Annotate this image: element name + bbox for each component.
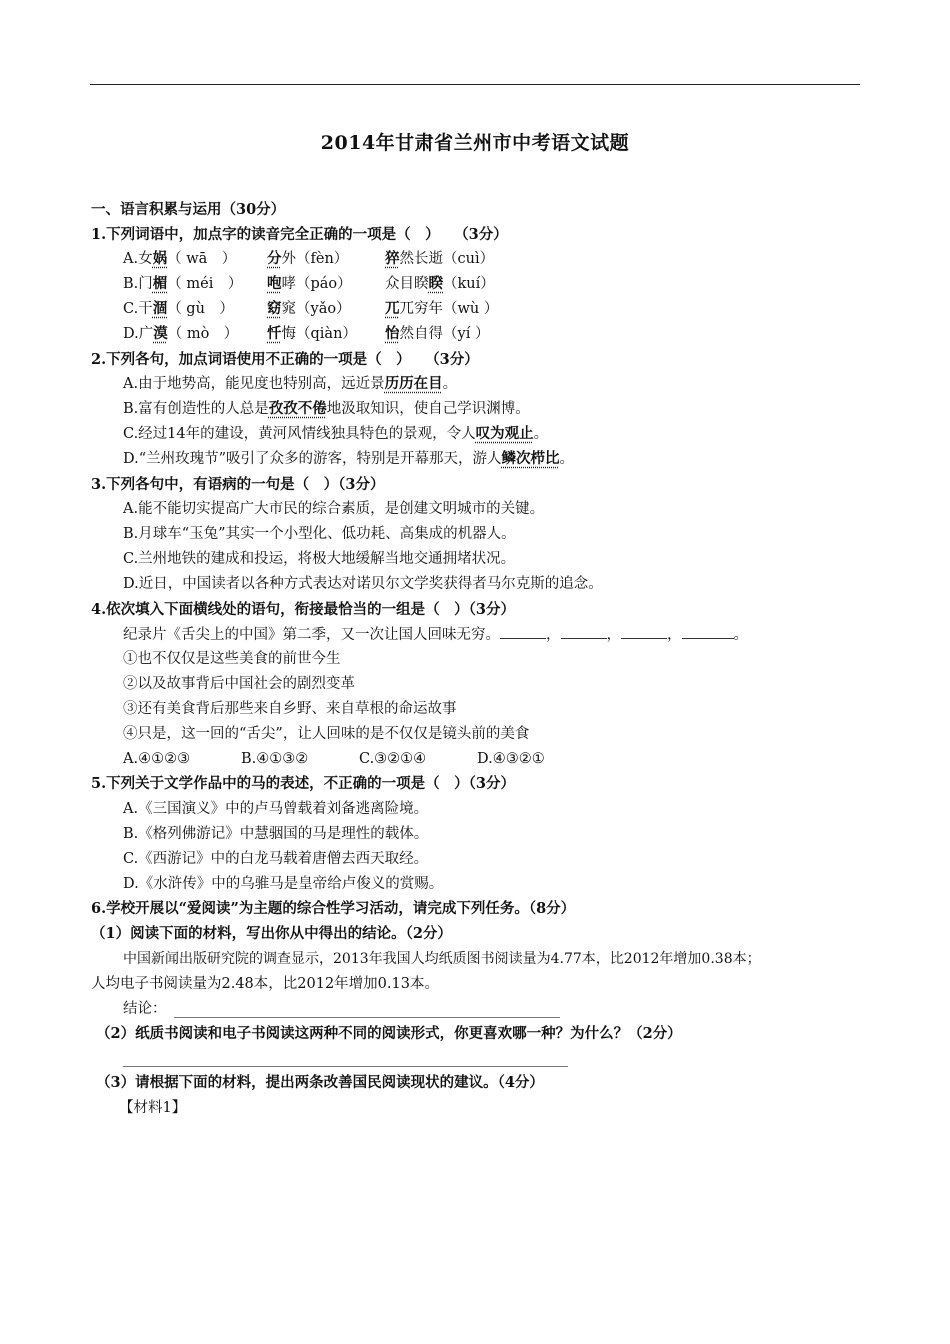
q4-choices: A.④①②③ B.④①③② C.③②①④ D.④③②① [123,751,545,767]
q1-option-b: B.门楣（ méi ） 咆哮（páo） 众目睽睽（kuí） [123,275,495,292]
q6-material-text: 中国新闻出版研究院的调查显示，2013年我国人均纸质图书阅读量为4.77本，比2012年增加0.38本； [123,951,761,967]
q4-sentence-2: ②以及故事背后中国社会的剧烈变革 [123,676,355,692]
q5-stem: 5.下列关于文学作品中的马的表述，不正确的一项是（ ）（3分） [91,775,515,792]
q5-option-b: B.《格列佛游记》中慧骃国的马是理性的载体。 [123,826,429,842]
q6-stem: 6.学校开展以“爱阅读”为主题的综合性学习活动，请完成下列任务。（8分） [91,900,576,917]
q1-option-c: C.干涸（ gù ） 窈窕（yǎo） 兀兀穷年（wù ） [123,300,499,317]
q4-passage: 纪录片《舌尖上的中国》第二季，又一次让国人回味无穷。 ， ， ， 。 [123,624,748,645]
q3-stem: 3.下列各句中，有语病的一句是（ ）（3分） [91,476,385,493]
q4-stem: 4.依次填入下面横线处的语句，衔接最恰当的一组是（ ）（3分） [91,601,515,618]
material-1-label: 【材料1】 [119,1100,187,1116]
header-rule [90,84,860,85]
page-title: 2014年甘肃省兰州市中考语文试题 [320,132,630,154]
q6-task-1: （1）阅读下面的材料，写出你从中得出的结论。（2分） [91,925,452,942]
q6-task-2: （2）纸质书阅读和电子书阅读这两种不同的阅读形式，你更喜欢哪一种？为什么？（2分） [96,1025,682,1042]
q2-option-b: B.富有创造性的人总是孜孜不倦地汲取知识，使自己学识渊博。 [123,400,530,417]
q2-option-d: D.“兰州玫瑰节”吸引了众多的游客，特别是开幕那天，游人鳞次栉比。 [123,450,575,467]
q5-option-a: A.《三国演义》中的卢马曾载着刘备逃离险境。 [123,801,429,817]
task-2-answer-line[interactable] [123,1066,568,1067]
answer-blank[interactable] [561,624,607,639]
section-heading: 一、语言积累与运用（30分） [91,201,286,218]
q2-option-a: A.由于地势高，能见度也特别高，远近景历历在目。 [123,375,458,392]
q5-option-d: D.《水浒传》中的乌骓马是皇帝给卢俊义的赏赐。 [123,876,444,892]
q4-sentence-4: ④只是，这一回的“舌尖”，让人回味的是不仅仅是镜头前的美食 [123,726,530,742]
q1-option-d: D.广漠（ mò ） 忏悔（qiàn） 怡然自得（yí ） [123,325,490,342]
q5-option-c: C.《西游记》中的白龙马载着唐僧去西天取经。 [123,851,429,867]
answer-blank[interactable] [621,624,667,639]
conclusion-label: 结论： [123,1001,167,1017]
q3-option-b: B.月球车“玉兔”其实一个小型化、低功耗、高集成的机器人。 [123,526,516,542]
q6-material-text-2: 人均电子书阅读量为2.48本，比2012年增加0.13本。 [91,976,439,992]
answer-blank[interactable] [682,624,734,639]
q4-sentence-1: ①也不仅仅是这些美食的前世今生 [123,651,341,667]
q1-option-a: A.女娲（ wā ） 分外（fèn） 猝然长逝（cuì） [123,250,495,267]
q6-task-3: （3）请根据下面的材料，提出两条改善国民阅读现状的建议。（4分） [96,1074,544,1091]
q2-stem: 2.下列各句，加点词语使用不正确的一项是（ ） （3分） [91,351,479,368]
conclusion-answer-line[interactable] [174,1017,560,1018]
answer-blank[interactable] [500,624,546,639]
q2-option-c: C.经过14年的建设，黄河风情线独具特色的景观，令人叹为观止。 [123,425,549,442]
q3-option-d: D.近日，中国读者以各种方式表达对诺贝尔文学奖获得者马尔克斯的追念。 [123,576,603,592]
q1-stem: 1.下列词语中，加点字的读音完全正确的一项是（ ） （3分） [91,226,508,243]
q3-option-c: C.兰州地铁的建成和投运，将极大地缓解当地交通拥堵状况。 [123,551,516,567]
q3-option-a: A.能不能切实提高广大市民的综合素质，是创建文明城市的关键。 [123,501,545,517]
q4-sentence-3: ③还有美食背后那些来自乡野、来自草根的命运故事 [123,701,457,717]
